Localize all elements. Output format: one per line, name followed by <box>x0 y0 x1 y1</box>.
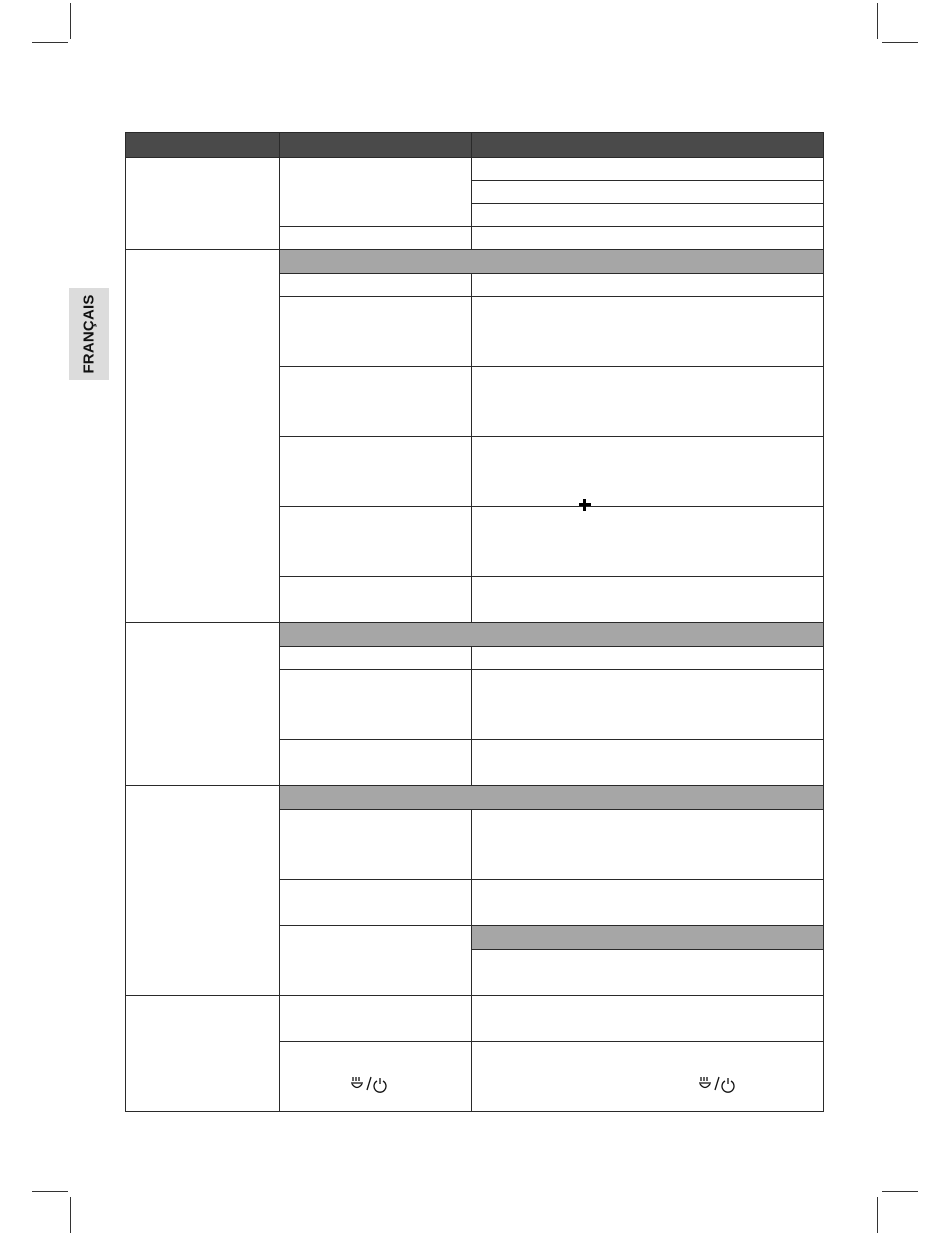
table-header-row <box>126 133 824 158</box>
cause-cell <box>280 367 472 437</box>
plus-icon <box>578 498 592 512</box>
solution-cell <box>472 1042 824 1112</box>
solution-cell <box>472 437 824 507</box>
subheader-bar <box>280 786 824 810</box>
solution-cell <box>472 367 824 437</box>
solution-cell <box>472 507 824 577</box>
language-tab <box>69 288 109 380</box>
crop-mark <box>877 1197 878 1233</box>
cause-cell <box>280 880 472 926</box>
cause-cell <box>280 158 472 227</box>
solution-cell <box>472 204 824 227</box>
problem-cell <box>126 786 280 996</box>
cause-cell <box>280 297 472 367</box>
solution-cell <box>472 181 824 204</box>
cause-cell <box>280 647 472 670</box>
header-cell-solution <box>472 133 824 158</box>
cause-cell <box>280 740 472 786</box>
solution-cell <box>472 577 824 623</box>
crop-mark <box>32 1191 68 1192</box>
problem-cell <box>126 158 280 250</box>
solution-cell <box>472 880 824 926</box>
crop-mark <box>877 3 878 39</box>
cause-cell <box>280 577 472 623</box>
crop-mark <box>882 42 918 43</box>
solution-cell <box>472 647 824 670</box>
cause-cell <box>280 227 472 250</box>
solution-cell <box>472 740 824 786</box>
problem-cell <box>126 250 280 623</box>
subheader-bar <box>280 250 824 274</box>
solution-cell <box>472 810 824 880</box>
solution-cell <box>472 996 824 1042</box>
crop-mark <box>32 42 68 43</box>
solution-cell <box>472 950 824 996</box>
cause-cell <box>280 996 472 1042</box>
problem-cell <box>126 623 280 786</box>
steam-power-icon <box>698 1075 738 1093</box>
solution-cell <box>472 670 824 740</box>
solution-cell <box>472 274 824 297</box>
cause-cell <box>280 810 472 880</box>
cause-cell <box>280 670 472 740</box>
subheader-bar <box>472 926 824 950</box>
cause-cell <box>280 926 472 996</box>
table-row <box>126 158 824 181</box>
crop-mark <box>882 1191 918 1192</box>
solution-cell <box>472 158 824 181</box>
cause-cell <box>280 274 472 297</box>
table-row <box>126 996 824 1042</box>
table-subheader-row <box>126 250 824 274</box>
header-cell-cause <box>280 133 472 158</box>
header-cell-problem <box>126 133 280 158</box>
table-subheader-row <box>126 623 824 647</box>
language-tab-label: FRANÇAIS <box>80 294 98 374</box>
crop-mark <box>70 3 71 39</box>
troubleshooting-table <box>125 132 824 1112</box>
problem-cell <box>126 996 280 1112</box>
subheader-bar <box>280 623 824 647</box>
crop-mark <box>70 1197 71 1233</box>
table-subheader-row <box>126 786 824 810</box>
cause-cell <box>280 507 472 577</box>
steam-power-icon <box>350 1075 390 1093</box>
solution-cell <box>472 227 824 250</box>
solution-cell <box>472 297 824 367</box>
cause-cell <box>280 437 472 507</box>
